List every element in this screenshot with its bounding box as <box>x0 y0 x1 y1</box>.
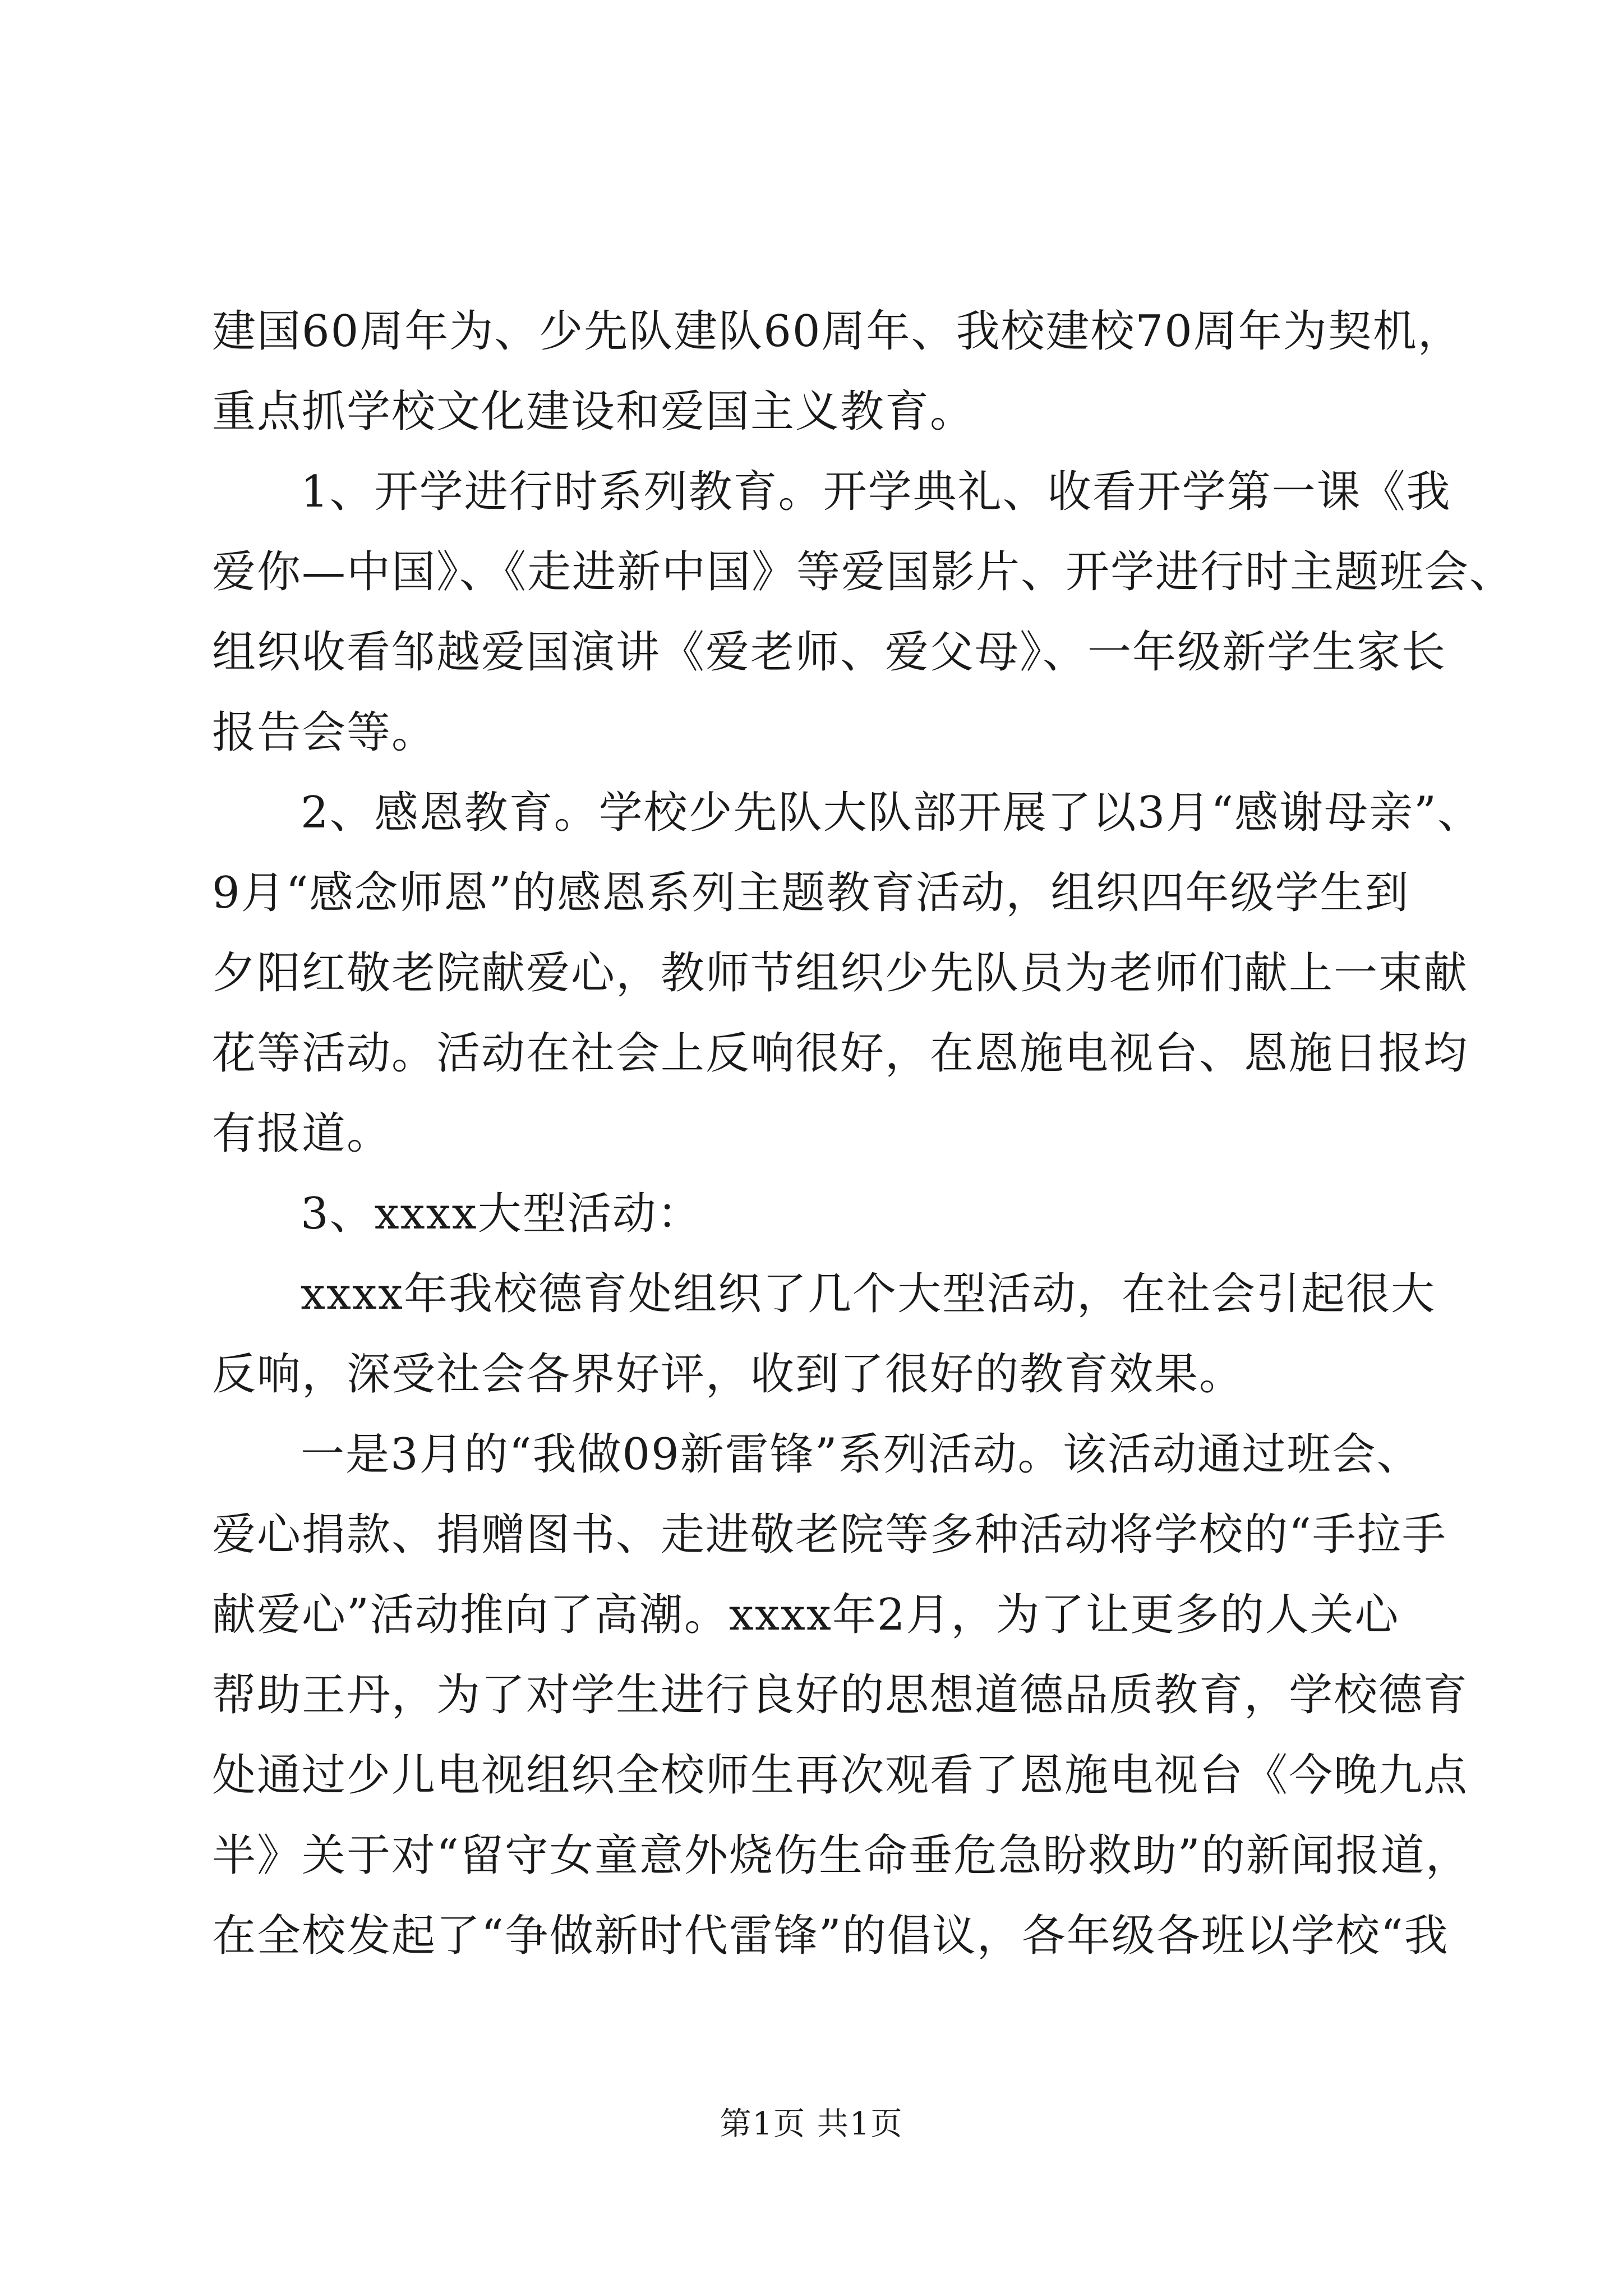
text-line: 花等活动。活动在社会上反响很好，在恩施电视台、恩施日报均 <box>212 1028 1469 1079</box>
text-line: 报告会等。 <box>212 707 437 758</box>
text-line: 献爱心”活动推向了高潮。xxxx年2月，为了让更多的人关心 <box>212 1590 1400 1640</box>
text-line: 在全校发起了“争做新时代雷锋”的倡议，各年级各班以学校“我 <box>212 1911 1449 1961</box>
text-line: 半》关于对“留守女童意外烧伤生命垂危急盼救助”的新闻报道， <box>212 1830 1470 1881</box>
paragraph-start-line: 1、开学进行时系列教育。开学典礼、收看开学第一课《我 <box>301 467 1451 517</box>
section-heading-line: 3、xxxx大型活动： <box>301 1189 702 1239</box>
text-line: 夕阳红敬老院献爱心，教师节组织少先队员为老师们献上一束献 <box>212 948 1469 999</box>
text-line: 有报道。 <box>212 1108 392 1159</box>
paragraph-start-line: 2、感恩教育。学校少先队大队部开展了以3月“感谢母亲”、 <box>301 788 1483 838</box>
paragraph-start-line: 一是3月的“我做09新雷锋”系列活动。该活动通过班会、 <box>301 1429 1422 1480</box>
page-number-footer: 第1页 共1页 <box>720 2106 903 2142</box>
text-line: 9月“感念师恩”的感恩系列主题教育活动，组织四年级学生到 <box>212 868 1410 918</box>
text-line: 帮助王丹，为了对学生进行良好的思想道德品质教育，学校德育 <box>212 1670 1469 1720</box>
text-line: 处通过少儿电视组织全校师生再次观看了恩施电视台《今晚九点 <box>212 1750 1469 1801</box>
text-line: 反响，深受社会各界好评，收到了很好的教育效果。 <box>212 1349 1244 1400</box>
document-body <box>212 292 1515 1976</box>
text-line: 重点抓学校文化建设和爱国主义教育。 <box>212 386 975 437</box>
text-line: 建国60周年为、少先队建队60周年、我校建校70周年为契机， <box>212 306 1463 357</box>
paragraph-start-line: xxxx年我校德育处组织了几个大型活动，在社会引起很大 <box>301 1269 1436 1319</box>
text-line: 爱你—中国》、《走进新中国》等爱国影片、开学进行时主题班会、 <box>212 547 1515 597</box>
text-line: 组织收看邹越爱国演讲《爱老师、爱父母》、一年级新学生家长 <box>212 627 1447 678</box>
text-line: 爱心捐款、捐赠图书、走进敬老院等多种活动将学校的“手拉手 <box>212 1510 1447 1560</box>
